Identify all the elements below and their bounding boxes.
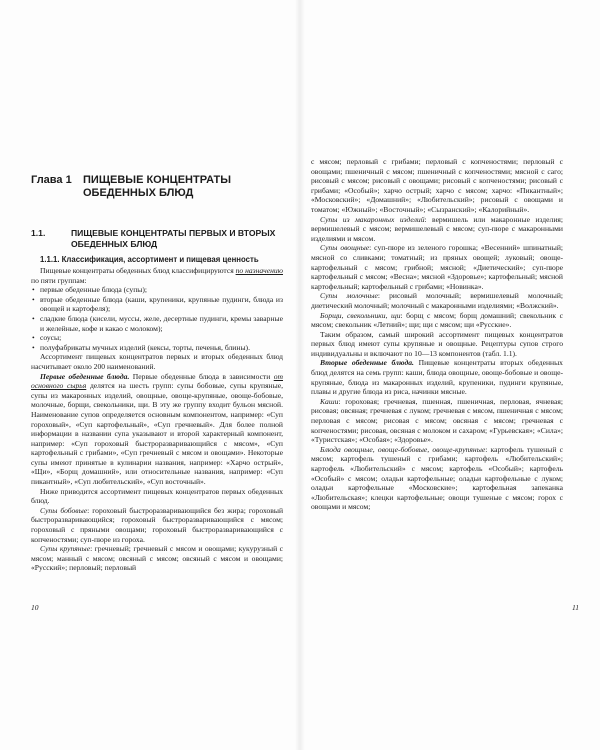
grain-label: Супы крупяные (40, 544, 91, 554)
second-courses-heading: Вторые обеденные блюда. (320, 358, 414, 368)
list-item: • полуфабрикаты мучных изделий (кексы, торты, печенья, блины). (31, 343, 283, 353)
veg-label: Супы овощные (320, 243, 370, 253)
summary-paragraph: Таким образом, самый широкий ассортимент пищевых концентратов первых блюд имеют супы крупяные и овощные. Рецептуры супов строго индивидуальны и включают по 10—13 компонентов (табл. 1.1). (311, 329, 563, 358)
list-item: • сладкие блюда (кисели, муссы, желе, десертные пудинги, кремы заварные и желейные, кофе и какао с молоком); (31, 314, 283, 333)
beans-text: : гороховый быстроразваривающийся без жира; гороховый быстроразваривающийся; гороховый быстроразваривающийся с мясом; гороховый с пряными овощами; гороховый быстроразваривающийся с копченостями; суп-пюре из гороха. (31, 505, 284, 544)
beans-paragraph (31, 506, 283, 544)
milk-text: : рисовый молочный; вермишелевый молочный; диетический молочный; молочный с макаронными изделиями; «Волжский». (311, 291, 563, 310)
vegdish-paragraph (311, 445, 563, 512)
kashi-label: Каши (320, 396, 339, 406)
borsch-label: Борщи, свекольники, щи (320, 310, 401, 320)
vegdish-text: : картофель тушеный с мясом; картофель тушеный с грибами; картофель «Любительский»; картофель «Любительский» с мясом; картофель «Особый»; картофель «Особый» с мясом; оладьи картофельные; оладьи картофельные с луком; оладьи картофельные «Московские»; картофельная запеканка «Любительская»; клецки картофельные; овощи тушеные с мясом; горох с овощами и мясом; (311, 444, 563, 512)
borsch-text: : борщ с мясом; борщ домашний; свекольник с мясом; свекольник «Летний»; щи; щи с мясом; щи «Русские». (311, 310, 563, 330)
first-courses-paragraph (31, 372, 283, 487)
list-item: • первые обеденные блюда (супы); (31, 285, 283, 295)
list-item: • вторые обеденные блюда (каши, крупеники, крупяные пудинги, блюда из овощей и картофеля); (31, 295, 283, 314)
veg-text: : суп-пюре из зеленого горошка; «Весенний» шпинатный; мясной со сливками; томатный; из пряных овощей; луковый; овоще-картофельный с мясом; грибной; мясной; «Диетический»; суп-пюре картофельный с мясом; «Весна»; мясной «Здоровье»; картофельный; мясной картофельный; картофельный с грибами; «Новинка». (311, 243, 564, 291)
intro-a: Пищевые концентраты обеденных блюд классифицируются (40, 266, 236, 275)
section-title: ПИЩЕВЫЕ КОНЦЕНТРАТЫ ПЕРВЫХ И ВТОРЫХ ОБЕДЕННЫХ БЛЮД (71, 228, 276, 249)
p1-c: делятся на шесть групп: супы бобовые, супы крупяные, супы из макаронных изделий, овощные, овоще-крупяные, овоще-бобовые, молочные, борщи, свекольники, щи. В эту же группу входит бульон мясной. Наименование супов определяется основным компонентом, например: «Суп гороховый», «Суп картофельный», «Суп гречневый». Для более полной информации в названии супа указывают и второй характерный компонент, например: «Суп гороховый быстроразваривающийся с мясом», «Суп картофельный с грибами», «Суп гречневый с мясом и овощами». Некоторые супы имеют принятые в кулинарии названия, например: «Харчо острый», «Щи», «Борщ домашний», или относительные названия, например: «Суп пикантный», «Суп любительский», «Суп восточный». (31, 381, 283, 487)
beans-label: Супы бобовые (40, 505, 88, 515)
grain-continuation: с мясом; перловый с грибами; перловый с копченостями; перловый с овощами; пшеничный с мясом; пшеничный с копченостями; мясной с саго; рисовый с мясом; рисовый с овощами; рисовый с копченостями; рисовый с грибами; «Особый»; харчо острый; харчо с мясом; харчо: «Пикантный»; «Московский»; «Домашний»; «Любительский»; рисовый с овощами и томатом; «Южный»; «Восточный»; «Сызранский»; «Калорийный». (311, 157, 563, 214)
page-number: 11 (572, 603, 579, 612)
intro-paragraph (31, 266, 283, 285)
pasta-label: Супы из макаронных изделий (320, 214, 425, 224)
grain-text: : гречневый; гречневый с мясом и овощами; кукурузный с мясом; манный с мясом; овсяный с мясом; овсяный с мясом и овощами; «Русский»; перловый; перловый (31, 544, 283, 573)
intro-b: по назначению (235, 266, 283, 275)
section-number: 1.1. (31, 228, 46, 238)
list-item: • соусы; (31, 333, 283, 343)
kashi-paragraph (311, 397, 563, 445)
p1-a: Первые обеденные блюда в зависимости (129, 371, 274, 381)
milk-label: Супы молочные (320, 291, 378, 301)
second-text: Пищевые концентраты вторых обеденных блюд делятся на семь групп: каши, блюда овощные, овоще-бобовые и овоще-крупяные, блюда из макаронных изделий, крупеники, пудинги крупяные, плавы и другие блюда из риса, начинки мясные. (311, 358, 563, 397)
second-courses-paragraph (311, 358, 563, 396)
chapter-title: ПИЩЕВЫЕ КОНЦЕНТРАТЫ ОБЕДЕННЫХ БЛЮД (83, 174, 231, 199)
intro-c: по пяти группам: (31, 275, 87, 285)
veg-paragraph (311, 243, 563, 291)
milk-paragraph (311, 291, 563, 310)
right-body-text (311, 157, 563, 512)
right-page (300, 0, 600, 750)
chapter-number: Глава 1 (31, 174, 72, 186)
pasta-text: : вермишель или макаронные изделия; вермишелевый с мясом; вермишелевый с мясом; суп-пюре с макаронными изделиями и мясом. (311, 214, 563, 243)
subsection-title: 1.1.1. Классификация, ассортимент и пищевая ценность (40, 255, 259, 264)
page-number: 10 (31, 603, 39, 612)
groups-list (31, 285, 283, 352)
kashi-text: : гороховая; гречневая, пшенная, пшеничная, перловая, ячневая; рисовая; овсяная; гречневая с луком; гречневая с мясом, пшеничная с мясом; перловая с мясом; рисовая с мясом; овсяная с мясом; гречневая с копченостями; рисовая, овсяная с молоком и сахаром; «Гурьевская»; «Сила»; «Туристская»; «Особая»; «Здоровье». (311, 396, 563, 445)
vegdish-label: Блюда овощные, овоще-бобовые, овоще-крупяные (320, 444, 486, 454)
first-courses-heading: Первые обеденные блюда. (40, 371, 130, 381)
p1-b: от основного сырья (31, 371, 283, 391)
pasta-paragraph (311, 215, 563, 244)
left-body-text (31, 266, 283, 573)
grain-paragraph (31, 544, 283, 573)
borsch-paragraph (311, 311, 563, 330)
assortment-below-paragraph: Ниже приводится ассортимент пищевых концентратов первых обеденных блюд. (31, 486, 283, 506)
assortment-paragraph: Ассортимент пищевых концентратов первых и вторых обеденных блюд насчитывает около 200 наименований. (31, 352, 283, 371)
